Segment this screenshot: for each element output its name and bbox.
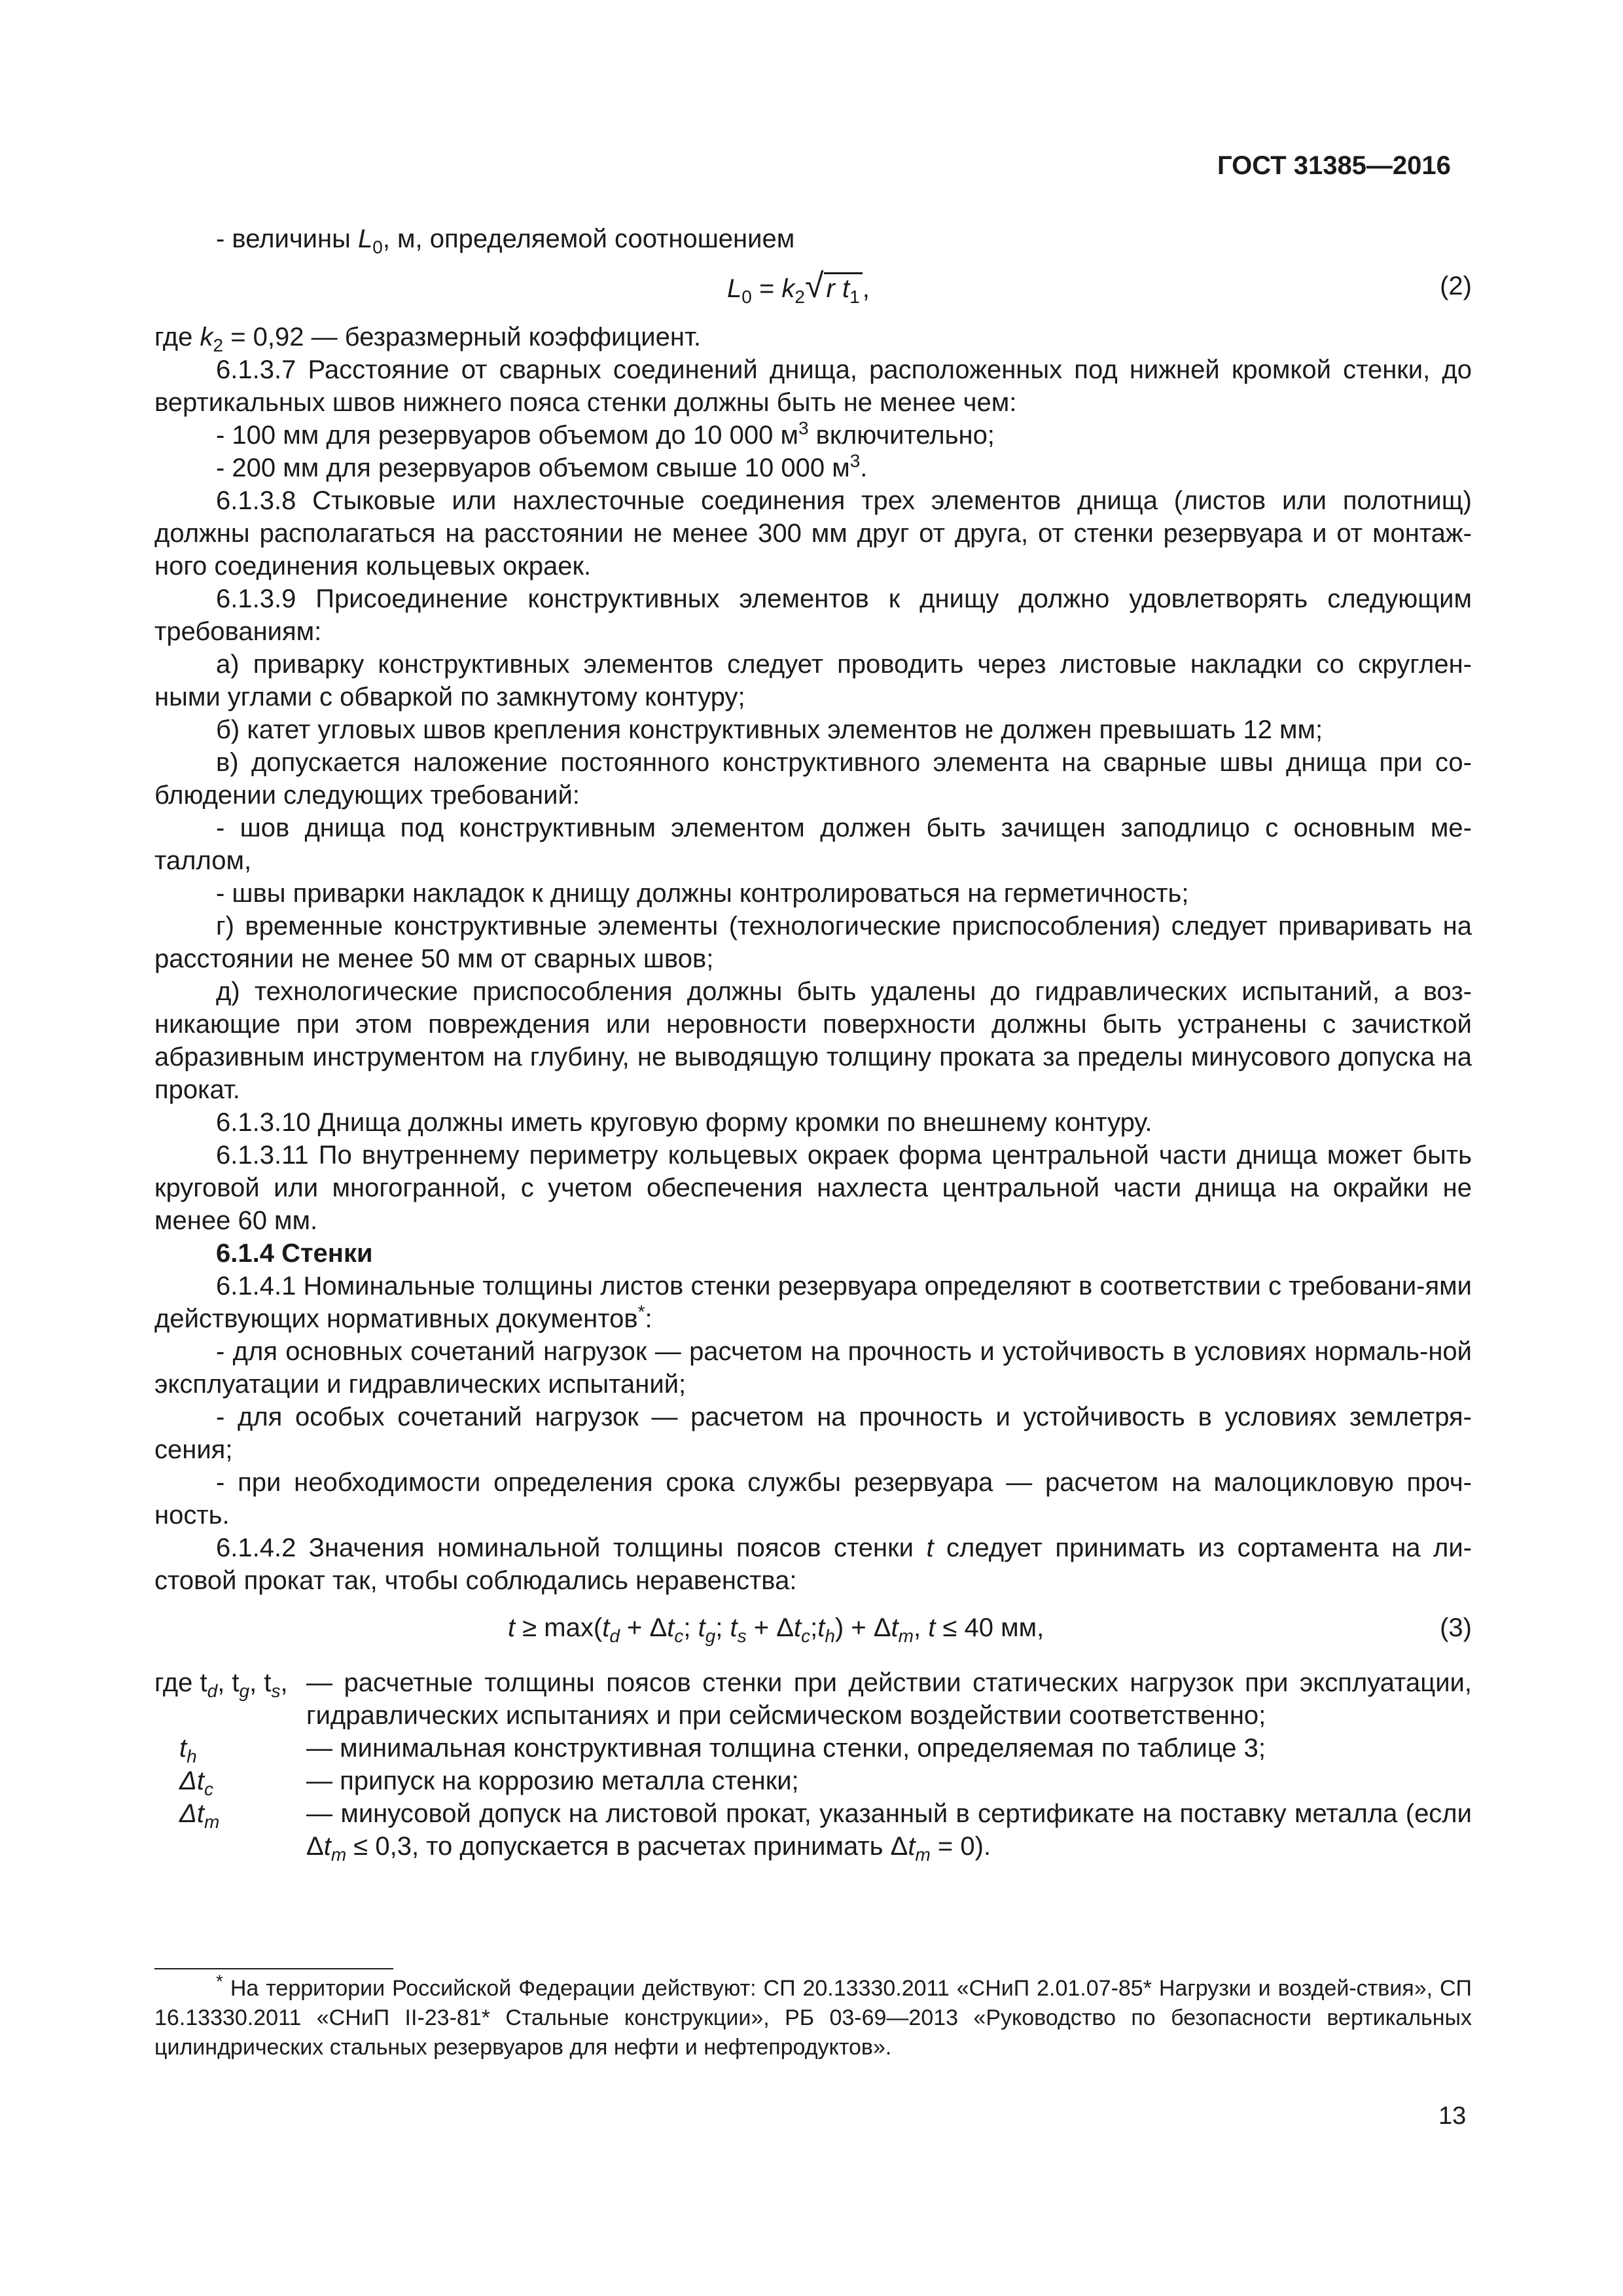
f3-tc1-sub: c: [674, 1626, 684, 1646]
f3-ts: t: [730, 1613, 738, 1642]
footnote-body: На территории Российской Федерации действуют: СП 20.13330.2011 «СНиП 2.01.07-85* Нагрузки и воздей-ствия», СП 16.13330.2011 «СНиП II-23-81* Стальные конструкции», РБ 03-69—2013 «Руководство по безопасности вертикальных цилиндрических стальных резервуаров для нефти и нефтепродуктов».: [154, 1976, 1472, 2060]
definition-text: — расчетные толщины поясов стенки при действии статических нагрузок при эксплуатации, гидравлических испытаниях и при сейсмическом воздействии соответственно;: [306, 1668, 1472, 1730]
f3-tg: t: [698, 1613, 705, 1642]
f3-tc2-sub: c: [801, 1626, 811, 1646]
formula-2-expression: [727, 267, 870, 307]
def-mid3: ,: [280, 1668, 288, 1697]
definition-symbol: [154, 1732, 306, 1765]
f3-ts-sub: s: [737, 1626, 747, 1646]
def-th: t: [179, 1734, 187, 1763]
formula-3: [154, 1597, 1472, 1662]
f3-t: t: [508, 1613, 516, 1642]
def-mid2: , t: [249, 1668, 272, 1697]
f3-semi1: ;: [683, 1613, 698, 1642]
definition-row: [154, 1797, 1472, 1863]
list-item-200mm-tail: .: [860, 454, 868, 482]
where-lead: где: [154, 323, 200, 351]
definition-text: [306, 1797, 1472, 1863]
list-item-a: а) приварку конструктивных элементов следует проводить через листовые накладки со скруглен-ными углами с обваркой по замкнутому контуру;: [154, 650, 1472, 711]
list-item-200mm-text: - 200 мм для резервуаров объемом свыше 10 000 м: [216, 454, 850, 482]
superscript-3: 3: [798, 418, 809, 439]
f3-plus1: + Δ: [619, 1613, 668, 1642]
where-k-sub: 2: [213, 335, 224, 355]
def-sub-s: s: [271, 1681, 281, 1701]
footnote-mark: *: [216, 1971, 223, 1992]
formula-2-k: k: [781, 274, 795, 303]
paragraph-6-1-3-11: 6.1.3.11 По внутреннему периметру кольцевых окраек форма центральной части днища может быть круговой или многогранной, с учетом обеспечения нахлеста центральной части днища на окрайки не менее 60 мм.: [154, 1141, 1472, 1235]
document-id-header: ГОСТ 31385—2016: [1217, 151, 1451, 180]
page-number: 13: [1438, 2102, 1467, 2130]
f3-tg-sub: g: [705, 1626, 716, 1646]
footnote: [154, 1971, 1472, 2062]
def-sub-g: g: [239, 1681, 250, 1701]
formula-2-r: r: [826, 274, 835, 303]
list-item-100mm-tail: включительно;: [808, 421, 995, 450]
def-dtm-text: — минусовой допуск на листовой прокат, указанный в сертификате на поставку металла (если Δ: [306, 1799, 1472, 1861]
paragraph-6-1-4-1-tail: :: [645, 1304, 652, 1333]
paragraph-6-1-4-2-text: 6.1.4.2 Значения номинальной толщины поясов стенки: [216, 1534, 927, 1562]
f3-ge: ≥ max(: [515, 1613, 603, 1642]
footnote-reference: *: [637, 1301, 645, 1322]
formula-2-t: t: [842, 274, 850, 303]
list-item-100mm: [154, 419, 1472, 452]
f3-tc1: t: [667, 1613, 675, 1642]
paragraph-6-1-3-8: 6.1.3.8 Стыковые или нахлесточные соединения трех элементов днища (листов или полотнищ) должны располагаться на расстоянии не менее 300 мм друг от друга, от стенки резервуара и от монтаж-ного соединения кольцевых окраек.: [154, 486, 1472, 581]
definition-symbol: [154, 1797, 306, 1863]
list-item-200mm: [154, 452, 1472, 484]
paragraph-6-1-3-10: 6.1.3.10 Днища должны иметь круговую форму кромки по внешнему контуру.: [216, 1108, 1152, 1137]
sub-list-item-2: - швы приварки накладок к днищу должны контролироваться на герметичность;: [216, 879, 1189, 908]
f3-comma: ,: [913, 1613, 929, 1642]
f3-plus2: + Δ: [746, 1613, 794, 1642]
formula-2-where: [154, 321, 1472, 353]
f3-semi2: ;: [715, 1613, 730, 1642]
document-body: [154, 223, 1472, 1863]
list-item-special-loads: - для особых сочетаний нагрузок — расчетом на прочность и устойчивость в условиях землетря-сения;: [154, 1403, 1472, 1464]
f3-tm-sub: m: [898, 1626, 914, 1646]
formula-3-expression: [508, 1611, 1044, 1644]
formula-2-lhs-sub: 0: [741, 287, 752, 307]
def-sub-d: d: [207, 1681, 218, 1701]
section-heading-6-1-4: 6.1.4 Стенки: [216, 1239, 373, 1268]
formula-2-t-sub: 1: [849, 287, 860, 307]
paragraph-6-1-4-2-tail: следует принимать из сортамента на ли-стовой прокат так, чтобы соблюдались неравенства:: [154, 1534, 1472, 1595]
def-th-sub: h: [187, 1746, 197, 1767]
paragraph-6-1-4-1: [154, 1270, 1472, 1335]
sub-list-item-1: - шов днища под конструктивным элементом должен быть зачищен заподлицо с основным ме-таллом,: [154, 814, 1472, 875]
definition-symbol: [154, 1666, 306, 1732]
def-dtc: Δt: [179, 1767, 204, 1795]
list-item-100mm-text: - 100 мм для резервуаров объемом до 10 000 м: [216, 421, 798, 450]
list-item-g: г) временные конструктивные элементы (технологические приспособления) следует приваривать на расстоянии не менее 50 мм от сварных швов;: [154, 912, 1472, 973]
formula-3-definitions: [154, 1666, 1472, 1863]
definition-row: [154, 1765, 1472, 1797]
sqrt-sign: √: [805, 267, 824, 305]
footnote-separator: [154, 1968, 393, 1969]
intro-text: , м, определяемой соотношением: [382, 224, 795, 253]
intro-symbol: L: [357, 224, 373, 253]
definition-text: — минимальная конструктивная толщина стенки, определяемая по таблице 3;: [306, 1734, 1266, 1763]
def-dtm: Δt: [179, 1799, 204, 1828]
def-dtm-mid: ≤ 0,3, то допускается в расчетах принимать Δ: [346, 1832, 908, 1861]
list-item-b: б) катет угловых швов крепления конструктивных элементов не должен превышать 12 мм;: [216, 715, 1323, 744]
list-item-basic-loads: - для основных сочетаний нагрузок — расчетом на прочность и устойчивость в условиях нормаль-ной эксплуатации и гидравлических испытаний;: [154, 1337, 1472, 1399]
superscript-3: 3: [849, 450, 861, 471]
formula-3-number: (3): [1440, 1613, 1472, 1642]
paragraph-6-1-3-7: 6.1.3.7 Расстояние от сварных соединений днища, расположенных под нижней кромкой стенки, до вертикальных швов нижнего пояса стенки должны быть не менее чем:: [154, 355, 1472, 417]
formula-2-radicand: [824, 272, 863, 307]
f3-semi3: ;: [810, 1613, 818, 1642]
f3-close: ) + Δ: [834, 1613, 891, 1642]
f3-tc2: t: [793, 1613, 802, 1642]
formula-2-lhs: L: [727, 274, 742, 303]
f3-tm: t: [891, 1613, 899, 1642]
paragraph-6-1-4-2-t: t: [926, 1534, 934, 1562]
def-dtm-sub: m: [204, 1812, 220, 1832]
def-dtm-t2-sub: m: [915, 1844, 931, 1865]
formula-2-number: (2): [1440, 272, 1472, 300]
definition-row: [154, 1666, 1472, 1732]
formula-2-eq: =: [751, 274, 782, 303]
list-item-d: д) технологические приспособления должны быть удалены до гидравлических испытаний, а воз-никающие при этом повреждения или неровности поверхности должны быть устранены с зачисткой абразивным инструментом на глубину, не выводящую толщину проката за пределы минусового допуска на прокат.: [154, 977, 1472, 1104]
formula-2: [154, 255, 1472, 321]
definition-symbol: [154, 1765, 306, 1797]
def-dtm-t2: t: [908, 1832, 916, 1861]
where-text: = 0,92 — безразмерный коэффициент.: [223, 323, 701, 351]
f3-le: ≤ 40 мм,: [935, 1613, 1044, 1642]
def-mid1: , t: [217, 1668, 240, 1697]
definition-text: — припуск на коррозию металла стенки;: [306, 1767, 799, 1795]
def-sym-lead: где t: [154, 1668, 207, 1697]
f3-td-sub: d: [609, 1626, 620, 1646]
f3-td: t: [602, 1613, 610, 1642]
formula-2-intro: [154, 223, 1472, 255]
formula-2-k-sub: 2: [794, 287, 805, 307]
def-dtc-sub: c: [204, 1779, 213, 1799]
where-k: k: [200, 323, 213, 351]
def-dtm-t-sub: m: [330, 1844, 347, 1865]
paragraph-6-1-4-1-text: 6.1.4.1 Номинальные толщины листов стенки резервуара определяют в соответствии с требовани-ями действующих нормативных документов: [154, 1272, 1472, 1333]
f3-th: t: [817, 1613, 825, 1642]
def-dtm-tail: = 0).: [930, 1832, 991, 1861]
definition-row: [154, 1732, 1472, 1765]
def-dtm-t: t: [323, 1832, 331, 1861]
footnote-text: [154, 1971, 1472, 2062]
intro-dash: - величины: [216, 224, 358, 253]
f3-th-sub: h: [825, 1626, 835, 1646]
f3-t2: t: [928, 1613, 936, 1642]
paragraph-6-1-3-9: 6.1.3.9 Присоединение конструктивных элементов к днищу должно удовлетворять следующим требованиям:: [154, 584, 1472, 646]
list-item-service-life: - при необходимости определения срока службы резервуара — расчетом на малоцикловую проч-ность.: [154, 1468, 1472, 1530]
paragraph-6-1-4-2: [154, 1532, 1472, 1597]
intro-subscript: 0: [372, 237, 383, 257]
formula-2-tail: ,: [862, 274, 870, 303]
list-item-v: в) допускается наложение постоянного конструктивного элемента на сварные швы днища при со-блюдении следующих требований:: [154, 748, 1472, 810]
